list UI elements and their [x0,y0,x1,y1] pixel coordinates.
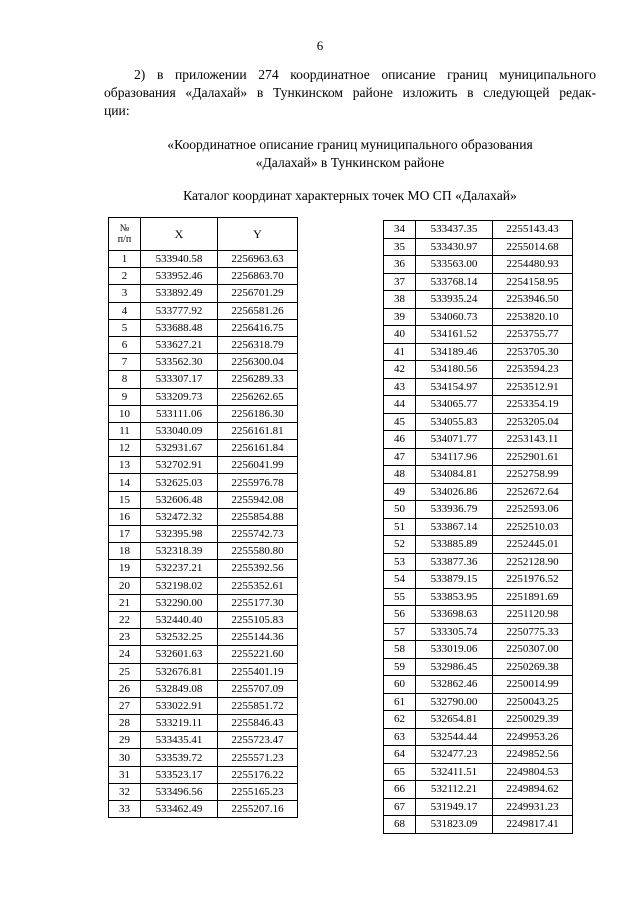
y-coordinate-cell: 2256300.04 [218,354,298,371]
point-number-cell: 42 [384,361,416,379]
y-coordinate-cell: 2255352.61 [218,577,298,594]
table-row [109,508,298,525]
table-row [384,623,573,641]
point-number-cell: 36 [384,256,416,274]
x-coordinate-cell: 533111.06 [141,405,218,422]
x-coordinate-cell: 533936.79 [416,501,493,519]
x-coordinate-cell: 533892.49 [141,285,218,302]
x-coordinate-cell: 532931.67 [141,440,218,457]
y-coordinate-cell: 2252128.90 [493,553,573,571]
point-number-cell: 28 [109,715,141,732]
y-coordinate-cell: 2253705.30 [493,343,573,361]
table-row [384,553,573,571]
y-coordinate-cell: 2254480.93 [493,256,573,274]
y-coordinate-cell: 2255144.36 [218,629,298,646]
y-coordinate-cell: 2255742.73 [218,526,298,543]
page-number: 6 [316,38,324,53]
y-coordinate-cell: 2253820.10 [493,308,573,326]
y-coordinate-cell: 2256963.63 [218,251,298,268]
table-row [384,431,573,449]
amendment-paragraph [104,66,596,120]
point-number-cell: 2 [109,268,141,285]
point-number-cell: 25 [109,663,141,680]
document-title [104,136,596,172]
table-row [384,238,573,256]
x-coordinate-cell: 533305.74 [416,623,493,641]
y-coordinate-cell: 2250029.39 [493,711,573,729]
x-coordinate-cell: 534071.77 [416,431,493,449]
y-coordinate-cell: 2256262.65 [218,388,298,405]
y-coordinate-cell: 2249894.62 [493,781,573,799]
y-coordinate-cell: 2249804.53 [493,763,573,781]
table-row [109,457,298,474]
table-row [384,816,573,834]
point-number-cell: 33 [109,801,141,818]
x-coordinate-cell: 532790.00 [416,693,493,711]
header-x: X [141,218,218,251]
y-coordinate-cell: 2255571.23 [218,749,298,766]
y-coordinate-cell: 2253512.91 [493,378,573,396]
coordinates-table-right [383,220,573,834]
table-row [384,291,573,309]
x-coordinate-cell: 533940.58 [141,251,218,268]
table-row [109,680,298,697]
x-coordinate-cell: 533040.09 [141,422,218,439]
y-coordinate-cell: 2250775.33 [493,623,573,641]
table-row [109,251,298,268]
table-row [384,728,573,746]
x-coordinate-cell: 533877.36 [416,553,493,571]
y-coordinate-cell: 2255105.83 [218,611,298,628]
point-number-cell: 57 [384,623,416,641]
point-number-cell: 1 [109,251,141,268]
point-number-cell: 18 [109,543,141,560]
header-number-symbol: № [119,223,130,234]
point-number-cell: 64 [384,746,416,764]
table-row [384,308,573,326]
header-y: Y [218,218,298,251]
point-number-cell: 14 [109,474,141,491]
y-coordinate-cell: 2255854.88 [218,508,298,525]
x-coordinate-cell: 533435.41 [141,732,218,749]
x-coordinate-cell: 533853.95 [416,588,493,606]
x-coordinate-cell: 533430.97 [416,238,493,256]
point-number-cell: 65 [384,763,416,781]
table-row [384,466,573,484]
table-row [109,577,298,594]
x-coordinate-cell: 532654.81 [416,711,493,729]
y-coordinate-cell: 2249817.41 [493,816,573,834]
x-coordinate-cell: 533698.63 [416,606,493,624]
table-row [109,783,298,800]
x-coordinate-cell: 534060.73 [416,308,493,326]
table-row [109,749,298,766]
point-number-cell: 53 [384,553,416,571]
point-number-cell: 13 [109,457,141,474]
point-number-cell: 67 [384,798,416,816]
x-coordinate-cell: 533777.92 [141,302,218,319]
point-number-cell: 63 [384,728,416,746]
x-coordinate-cell: 533562.30 [141,354,218,371]
y-coordinate-cell: 2249931.23 [493,798,573,816]
point-number-cell: 43 [384,378,416,396]
point-number-cell: 47 [384,448,416,466]
table-row [109,732,298,749]
y-coordinate-cell: 2256289.33 [218,371,298,388]
point-number-cell: 39 [384,308,416,326]
table-row [384,413,573,431]
y-coordinate-cell: 2252901.61 [493,448,573,466]
point-number-cell: 49 [384,483,416,501]
table-row [384,711,573,729]
point-number-cell: 24 [109,646,141,663]
point-number-cell: 56 [384,606,416,624]
y-coordinate-cell: 2253143.11 [493,431,573,449]
x-coordinate-cell: 533885.89 [416,536,493,554]
x-coordinate-cell: 534026.86 [416,483,493,501]
x-coordinate-cell: 532544.44 [416,728,493,746]
point-number-cell: 16 [109,508,141,525]
table-row [109,801,298,818]
x-coordinate-cell: 532606.48 [141,491,218,508]
y-coordinate-cell: 2256318.79 [218,336,298,353]
table-row [109,663,298,680]
y-coordinate-cell: 2255165.23 [218,783,298,800]
table-row [109,715,298,732]
table-row [109,388,298,405]
x-coordinate-cell: 534065.77 [416,396,493,414]
table-header-row [109,218,298,251]
x-coordinate-cell: 533879.15 [416,571,493,589]
x-coordinate-cell: 532849.08 [141,680,218,697]
y-coordinate-cell: 2255221.60 [218,646,298,663]
table-row [109,629,298,646]
table-row [109,474,298,491]
y-coordinate-cell: 2255942.08 [218,491,298,508]
y-coordinate-cell: 2251891.69 [493,588,573,606]
y-coordinate-cell: 2255723.47 [218,732,298,749]
x-coordinate-cell: 533462.49 [141,801,218,818]
point-number-cell: 50 [384,501,416,519]
table-row [384,693,573,711]
table-row [384,221,573,239]
table-row [109,543,298,560]
table-row [109,526,298,543]
point-number-cell: 15 [109,491,141,508]
table-row [109,697,298,714]
y-coordinate-cell: 2253205.04 [493,413,573,431]
x-coordinate-cell: 533307.17 [141,371,218,388]
point-number-cell: 8 [109,371,141,388]
table-row [384,571,573,589]
x-coordinate-cell: 532862.46 [416,676,493,694]
y-coordinate-cell: 2256186.30 [218,405,298,422]
header-number-abbr: п/п [117,234,132,245]
table-row [384,483,573,501]
point-number-cell: 10 [109,405,141,422]
y-coordinate-cell: 2256863.70 [218,268,298,285]
x-coordinate-cell: 533209.73 [141,388,218,405]
y-coordinate-cell: 2249852.56 [493,746,573,764]
point-number-cell: 29 [109,732,141,749]
x-coordinate-cell: 532395.98 [141,526,218,543]
y-coordinate-cell: 2252510.03 [493,518,573,536]
table-row [109,319,298,336]
point-number-cell: 40 [384,326,416,344]
point-number-cell: 27 [109,697,141,714]
point-number-cell: 22 [109,611,141,628]
x-coordinate-cell: 533563.00 [416,256,493,274]
point-number-cell: 55 [384,588,416,606]
y-coordinate-cell: 2252445.01 [493,536,573,554]
x-coordinate-cell: 532198.02 [141,577,218,594]
table-row [109,766,298,783]
x-coordinate-cell: 534161.52 [416,326,493,344]
point-number-cell: 7 [109,354,141,371]
catalog-title: Каталог координат характерных точек МО СП «Далахай» [183,188,517,203]
table-row [384,588,573,606]
point-number-cell: 46 [384,431,416,449]
point-number-cell: 54 [384,571,416,589]
y-coordinate-cell: 2256041.99 [218,457,298,474]
x-coordinate-cell: 532411.51 [416,763,493,781]
y-coordinate-cell: 2255851.72 [218,697,298,714]
table-row [384,781,573,799]
y-coordinate-cell: 2251120.98 [493,606,573,624]
x-coordinate-cell: 534084.81 [416,466,493,484]
x-coordinate-cell: 533523.17 [141,766,218,783]
point-number-cell: 4 [109,302,141,319]
table-row [384,396,573,414]
point-number-cell: 12 [109,440,141,457]
y-coordinate-cell: 2254158.95 [493,273,573,291]
x-coordinate-cell: 531823.09 [416,816,493,834]
header-number [109,218,141,251]
y-coordinate-cell: 2255401.19 [218,663,298,680]
x-coordinate-cell: 532986.45 [416,658,493,676]
point-number-cell: 45 [384,413,416,431]
table-row [109,405,298,422]
table-row [109,560,298,577]
point-number-cell: 34 [384,221,416,239]
table-row [109,285,298,302]
x-coordinate-cell: 533952.46 [141,268,218,285]
point-number-cell: 51 [384,518,416,536]
y-coordinate-cell: 2256161.81 [218,422,298,439]
point-number-cell: 5 [109,319,141,336]
y-coordinate-cell: 2250269.38 [493,658,573,676]
y-coordinate-cell: 2255176.22 [218,766,298,783]
table-row [109,646,298,663]
y-coordinate-cell: 2250014.99 [493,676,573,694]
table-row [109,268,298,285]
point-number-cell: 6 [109,336,141,353]
table-row [384,676,573,694]
point-number-cell: 68 [384,816,416,834]
x-coordinate-cell: 533935.24 [416,291,493,309]
y-coordinate-cell: 2255707.09 [218,680,298,697]
x-coordinate-cell: 532601.63 [141,646,218,663]
paragraph-line: ции: [104,103,130,118]
x-coordinate-cell: 533019.06 [416,641,493,659]
point-number-cell: 61 [384,693,416,711]
x-coordinate-cell: 531949.17 [416,798,493,816]
y-coordinate-cell: 2255976.78 [218,474,298,491]
table-row [109,354,298,371]
point-number-cell: 58 [384,641,416,659]
point-number-cell: 3 [109,285,141,302]
y-coordinate-cell: 2252758.99 [493,466,573,484]
table-row [384,641,573,659]
x-coordinate-cell: 534117.96 [416,448,493,466]
coordinates-table-left [108,217,298,818]
y-coordinate-cell: 2255392.56 [218,560,298,577]
x-coordinate-cell: 533496.56 [141,783,218,800]
y-coordinate-cell: 2256416.75 [218,319,298,336]
table-row [109,594,298,611]
table-row [384,658,573,676]
x-coordinate-cell: 534055.83 [416,413,493,431]
y-coordinate-cell: 2249953.26 [493,728,573,746]
point-number-cell: 48 [384,466,416,484]
title-line: «Координатное описание границ муниципального образования [167,137,533,152]
x-coordinate-cell: 533688.48 [141,319,218,336]
table-row [109,302,298,319]
x-coordinate-cell: 532290.00 [141,594,218,611]
y-coordinate-cell: 2256161.84 [218,440,298,457]
table-row [384,606,573,624]
x-coordinate-cell: 533627.21 [141,336,218,353]
point-number-cell: 59 [384,658,416,676]
point-number-cell: 20 [109,577,141,594]
point-number-cell: 38 [384,291,416,309]
x-coordinate-cell: 534154.97 [416,378,493,396]
x-coordinate-cell: 533768.14 [416,273,493,291]
point-number-cell: 62 [384,711,416,729]
point-number-cell: 26 [109,680,141,697]
table-row [384,798,573,816]
table-row [384,501,573,519]
x-coordinate-cell: 532318.39 [141,543,218,560]
x-coordinate-cell: 534189.46 [416,343,493,361]
table-row [384,378,573,396]
point-number-cell: 11 [109,422,141,439]
point-number-cell: 60 [384,676,416,694]
y-coordinate-cell: 2255014.68 [493,238,573,256]
point-number-cell: 23 [109,629,141,646]
table-row [384,746,573,764]
y-coordinate-cell: 2251976.52 [493,571,573,589]
x-coordinate-cell: 532702.91 [141,457,218,474]
table-row [384,343,573,361]
y-coordinate-cell: 2250307.00 [493,641,573,659]
table-row [109,491,298,508]
table-row [384,763,573,781]
x-coordinate-cell: 533867.14 [416,518,493,536]
y-coordinate-cell: 2250043.25 [493,693,573,711]
table-row [384,326,573,344]
point-number-cell: 37 [384,273,416,291]
x-coordinate-cell: 533437.35 [416,221,493,239]
x-coordinate-cell: 532440.40 [141,611,218,628]
x-coordinate-cell: 533022.91 [141,697,218,714]
table-row [384,518,573,536]
point-number-cell: 52 [384,536,416,554]
y-coordinate-cell: 2255846.43 [218,715,298,732]
point-number-cell: 31 [109,766,141,783]
point-number-cell: 9 [109,388,141,405]
point-number-cell: 32 [109,783,141,800]
x-coordinate-cell: 532625.03 [141,474,218,491]
y-coordinate-cell: 2256701.29 [218,285,298,302]
x-coordinate-cell: 532237.21 [141,560,218,577]
table-row [109,422,298,439]
y-coordinate-cell: 2253946.50 [493,291,573,309]
table-row [384,273,573,291]
x-coordinate-cell: 532112.21 [416,781,493,799]
point-number-cell: 19 [109,560,141,577]
y-coordinate-cell: 2255207.16 [218,801,298,818]
x-coordinate-cell: 533539.72 [141,749,218,766]
table-row [109,336,298,353]
y-coordinate-cell: 2255177.30 [218,594,298,611]
table-row [384,361,573,379]
point-number-cell: 35 [384,238,416,256]
table-row [384,536,573,554]
paragraph-line: 2) в приложении 274 координатное описание границ муниципального [134,67,596,82]
y-coordinate-cell: 2253354.19 [493,396,573,414]
point-number-cell: 44 [384,396,416,414]
y-coordinate-cell: 2252593.06 [493,501,573,519]
table-row [384,256,573,274]
y-coordinate-cell: 2255143.43 [493,221,573,239]
x-coordinate-cell: 532472.32 [141,508,218,525]
paragraph-line: образования «Далахай» в Тункинском районе изложить в следующей редак- [104,85,596,100]
point-number-cell: 66 [384,781,416,799]
table-row [109,440,298,457]
y-coordinate-cell: 2253755.77 [493,326,573,344]
point-number-cell: 17 [109,526,141,543]
y-coordinate-cell: 2255580.80 [218,543,298,560]
x-coordinate-cell: 534180.56 [416,361,493,379]
table-row [109,611,298,628]
point-number-cell: 41 [384,343,416,361]
table-row [384,448,573,466]
title-line: «Далахай» в Тункинском районе [255,155,445,170]
point-number-cell: 30 [109,749,141,766]
x-coordinate-cell: 532676.81 [141,663,218,680]
point-number-cell: 21 [109,594,141,611]
y-coordinate-cell: 2253594.23 [493,361,573,379]
y-coordinate-cell: 2256581.26 [218,302,298,319]
y-coordinate-cell: 2252672.64 [493,483,573,501]
table-row [109,371,298,388]
x-coordinate-cell: 533219.11 [141,715,218,732]
x-coordinate-cell: 532477.23 [416,746,493,764]
x-coordinate-cell: 532532.25 [141,629,218,646]
